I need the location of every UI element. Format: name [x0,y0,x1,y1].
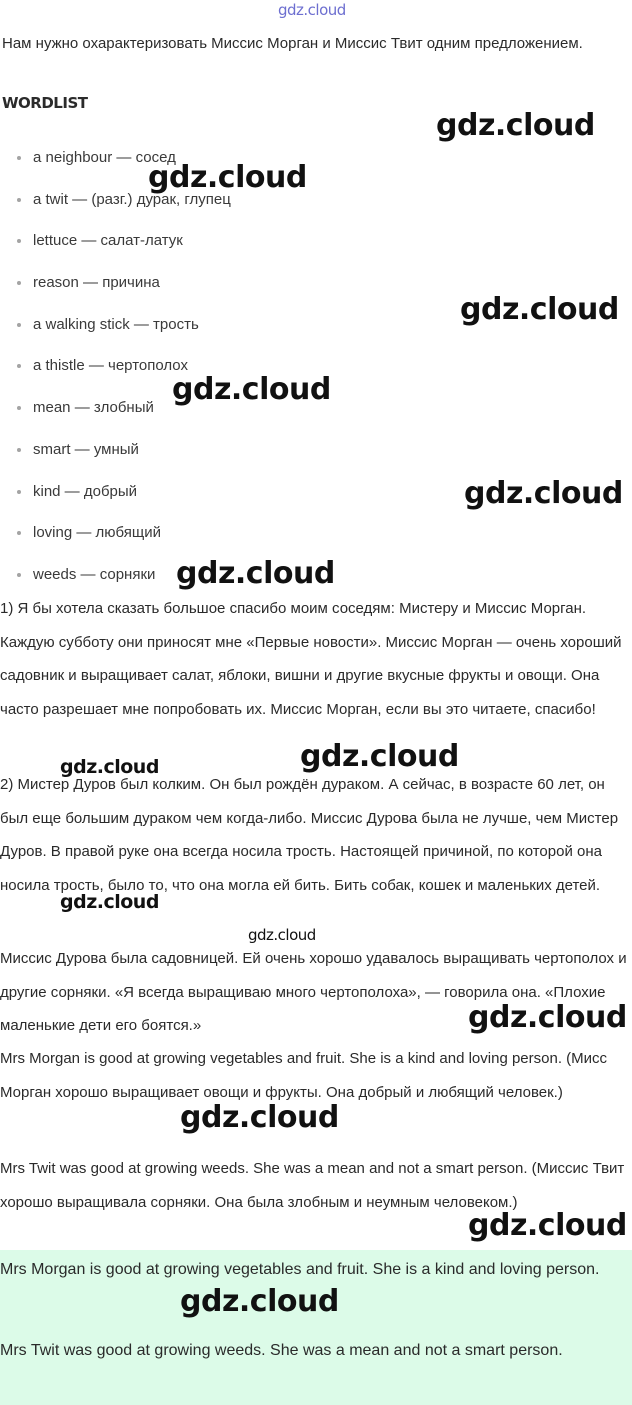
list-item [0,266,231,308]
bullet-icon [17,323,21,327]
word-entry: a thistle — чертополох [33,357,188,375]
watermark: gdz.cloud [436,108,595,143]
bullet-icon [17,406,21,410]
watermark: gdz.cloud [172,372,331,407]
bullet-icon [17,198,21,202]
bullet-icon [17,490,21,494]
answer-line-2: Mrs Twit was good at growing weeds. She was a mean and not a smart person. [0,1342,563,1359]
watermark: gdz.cloud [148,160,307,195]
wordlist-heading: WORDLIST [2,94,88,112]
paragraph-2: 2) Мистер Дуров был колким. Он был рождён дураком. А сейчас, в возрасте 60 лет, он был еще большим дураком чем когда-либо. Миссис Дурова была не лучше, чем Мистер Дуров. В правой руке она всегда носила трость. Настоящей причиной, по которой она носила трость, было то, что она могла ей бить. Бить собак, кошек и маленьких детей. [0,776,619,894]
paragraph-4: Mrs Morgan is good at growing vegetables and fruit. She is a kind and loving person. (Мисс Морган хорошо выращивает овощи и фрукты. Она добрый и любящий человек.) [0,1050,608,1101]
word-entry: lettuce — салат-латук [33,232,183,250]
watermark: gdz.cloud [60,756,159,778]
word-entry: smart — умный [33,440,139,458]
watermark: gdz.cloud [464,476,623,511]
bullet-icon [17,448,21,452]
word-entry: kind — добрый [33,482,138,500]
word-entry: weeds — сорняки [33,565,156,583]
word-entry: a twit — (разг.) дурак, глупец [33,190,231,208]
intro-text: Нам нужно охарактеризовать Миссис Морган и Миссис Твит одним предложением. [2,35,583,52]
watermark: gdz.cloud [468,1000,627,1035]
list-item [0,516,231,558]
watermark: gdz.cloud [300,739,459,774]
watermark: gdz.cloud [468,1208,627,1243]
bullet-icon [17,239,21,243]
list-item [0,308,231,350]
watermark: gdz.cloud [60,891,159,913]
bullet-icon [17,531,21,535]
word-entry: a walking stick — трость [33,315,199,333]
list-item [0,475,231,517]
bullet-icon [17,364,21,368]
answer-line-1: Mrs Morgan is good at growing vegetables and fruit. She is a kind and loving person. [0,1261,600,1278]
list-item [0,433,231,475]
watermark: gdz.cloud [248,926,316,944]
watermark: gdz.cloud [180,1100,339,1135]
list-item [0,224,231,266]
word-entry: mean — злобный [33,399,154,417]
paragraph-5: Mrs Twit was good at growing weeds. She was a mean and not a smart person. (Миссис Твит хорошо выращивала сорняки. Она была злобным и неумным человеком.) [0,1160,625,1211]
paragraph-3: Миссис Дурова была садовницей. Ей очень хорошо удавалось выращивать чертополох и другие сорняки. «Я всегда выращиваю много чертополоха», — говорила она. «Плохие маленькие дети его боятся.» [0,950,627,1035]
bullet-icon [17,156,21,160]
answer-box [0,1250,632,1405]
word-entry: loving — любящий [33,524,162,542]
paragraph-1: 1) Я бы хотела сказать большое спасибо моим соседям: Мистеру и Миссис Морган. Каждую субботу они приносят мне «Первые новости». Миссис Морган — очень хороший садовник и выращивает салат, яблоки, вишни и другие вкусные фрукты и овощи. Она часто разрешает мне попробовать их. Миссис Морган, если вы это читаете, спасибо! [0,600,622,718]
watermark-top: gdz.cloud [278,1,346,19]
watermark: gdz.cloud [180,1284,339,1319]
watermark: gdz.cloud [460,292,619,327]
watermark: gdz.cloud [176,556,335,591]
wordlist [0,141,231,600]
word-entry: a neighbour — сосед [33,149,176,166]
bullet-icon [17,573,21,577]
bullet-icon [17,281,21,285]
word-entry: reason — причина [33,274,160,292]
